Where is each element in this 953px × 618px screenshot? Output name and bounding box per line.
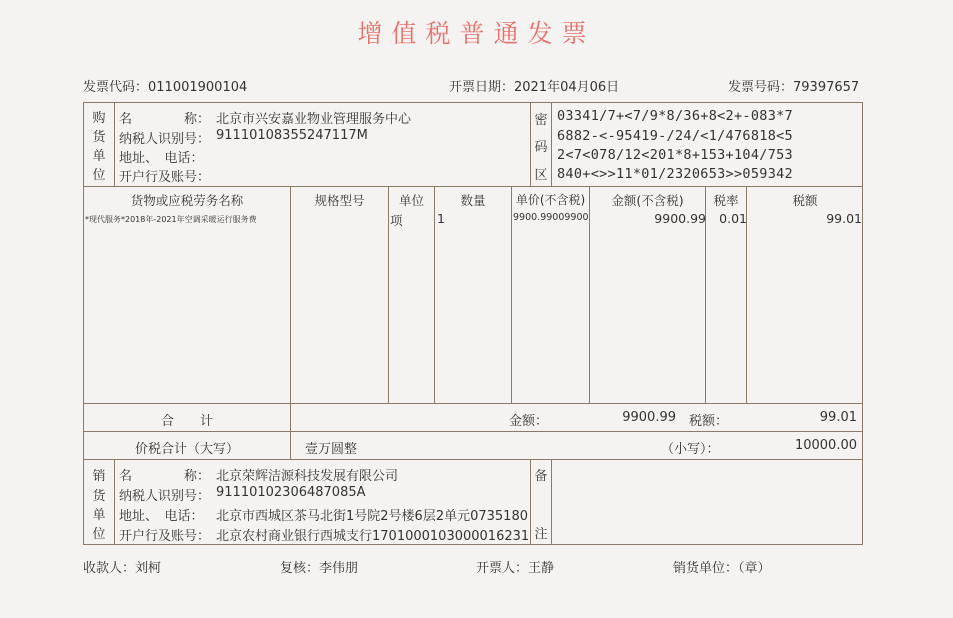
issue-date-value: 2021年04月06日 bbox=[514, 80, 620, 95]
grand-total-words: 壹万圆整 bbox=[305, 442, 358, 457]
totals-label: 合 计 bbox=[160, 414, 213, 429]
item-amount: 9900.99 bbox=[654, 211, 706, 226]
buyer-bank-label: 开户行及账号： bbox=[119, 170, 211, 185]
seller-tax-id-label: 纳税人识别号： bbox=[119, 489, 211, 504]
col-header-spec: 规格型号 bbox=[314, 193, 365, 208]
seller-side-char-2: 货 bbox=[92, 489, 106, 504]
col-header-rate: 税率 bbox=[713, 193, 739, 208]
totals-tax-label: 税额： bbox=[689, 414, 729, 429]
invoice-code-label: 发票代码： bbox=[83, 80, 149, 95]
remarks-side-char-1: 备 bbox=[534, 469, 548, 484]
remarks-side-char-2: 注 bbox=[534, 527, 548, 542]
reviewer-label: 复核： bbox=[280, 561, 320, 576]
invoice-code-value: 011001900104 bbox=[148, 80, 248, 95]
seller-name: 北京荣辉洁源科技发展有限公司 bbox=[216, 469, 399, 484]
drawer-name: 王静 bbox=[528, 561, 555, 576]
seller-address: 北京市西城区茶马北街1号院2号楼6层2单元0735180 bbox=[216, 509, 528, 524]
seller-bank: 北京农村商业银行西城支行1701000103000016231 bbox=[216, 529, 530, 544]
invoice-title: 增值税普通发票 bbox=[357, 19, 596, 48]
item-tax: 99.01 bbox=[826, 211, 862, 226]
footer-seller-seal: 销货单位：（章） bbox=[673, 561, 771, 576]
invoice-code bbox=[83, 76, 247, 95]
buyer-address-label: 地址、 电话： bbox=[119, 151, 204, 166]
cipher-side-char-1: 密 bbox=[534, 113, 548, 128]
buyer-tax-id-label: 纳税人识别号： bbox=[119, 132, 211, 147]
item-name: *现代服务*2018年-2021年空调采暖运行服务费 bbox=[85, 215, 257, 224]
seller-tax-id: 91110102306487085A bbox=[216, 485, 366, 500]
cipher-line-1: 03341/7+<7/9*8/36+8<2+-083*7 bbox=[557, 108, 793, 124]
seller-side-char-3: 单 bbox=[92, 508, 106, 523]
reviewer-name: 李伟朋 bbox=[319, 561, 359, 576]
item-unit: 项 bbox=[390, 213, 403, 228]
seller-side-char-4: 位 bbox=[92, 527, 106, 542]
buyer-name: 北京市兴安嘉业物业管理服务中心 bbox=[216, 112, 412, 127]
col-header-price: 单价(不含税) bbox=[515, 193, 586, 207]
cipher-line-4: 840+<>>11*01/2320653>>059342 bbox=[557, 166, 793, 182]
buyer-name-label: 名 称： bbox=[119, 112, 211, 127]
invoice-number-label: 发票号码： bbox=[728, 80, 794, 95]
item-price: 9900.99009900 bbox=[513, 212, 589, 223]
footer-reviewer bbox=[280, 557, 358, 576]
footer-drawer bbox=[476, 557, 554, 576]
totals-amount: 9900.99 bbox=[622, 410, 676, 425]
drawer-label: 开票人： bbox=[476, 561, 529, 576]
totals-tax: 99.01 bbox=[819, 410, 857, 425]
item-rate: 0.01 bbox=[719, 211, 747, 226]
grand-total-small-label: （小写）： bbox=[661, 442, 720, 457]
totals-amount-label: 金额： bbox=[509, 414, 549, 429]
buyer-tax-id: 91110108355247117M bbox=[216, 128, 368, 143]
buyer-side-char-4: 位 bbox=[92, 168, 106, 183]
item-qty: 1 bbox=[437, 211, 445, 226]
col-header-tax: 税额 bbox=[792, 193, 818, 208]
seller-bank-label: 开户行及账号： bbox=[119, 529, 211, 544]
seller-name-label: 名 称： bbox=[119, 469, 211, 484]
footer-payee bbox=[83, 557, 161, 576]
cipher-side-char-3: 区 bbox=[534, 168, 548, 183]
col-header-name: 货物或应税劳务名称 bbox=[130, 193, 244, 208]
buyer-side-char-2: 货 bbox=[92, 130, 106, 145]
seller-side-char-1: 销 bbox=[92, 469, 106, 484]
issue-date bbox=[449, 76, 619, 95]
invoice-number-value: 79397657 bbox=[793, 80, 860, 95]
col-header-qty: 数量 bbox=[460, 193, 486, 208]
col-header-amount: 金额(不含税) bbox=[611, 193, 684, 208]
buyer-side-char-3: 单 bbox=[92, 149, 106, 164]
cipher-line-2: 6882-<-95419-/24/<1/476818<5 bbox=[557, 128, 793, 144]
seller-address-label: 地址、 电话： bbox=[119, 509, 204, 524]
cipher-side-char-2: 码 bbox=[534, 140, 548, 155]
grand-total-label: 价税合计（大写） bbox=[134, 442, 239, 457]
cipher-line-3: 2<7<078/12<201*8+153+104/753 bbox=[557, 147, 793, 163]
buyer-side-char-1: 购 bbox=[92, 111, 106, 126]
col-header-unit: 单位 bbox=[398, 193, 424, 208]
invoice-number bbox=[728, 76, 859, 95]
payee-label: 收款人： bbox=[83, 561, 136, 576]
grand-total-value: 10000.00 bbox=[794, 438, 857, 453]
issue-date-label: 开票日期： bbox=[449, 80, 515, 95]
payee-name: 刘柯 bbox=[135, 561, 162, 576]
